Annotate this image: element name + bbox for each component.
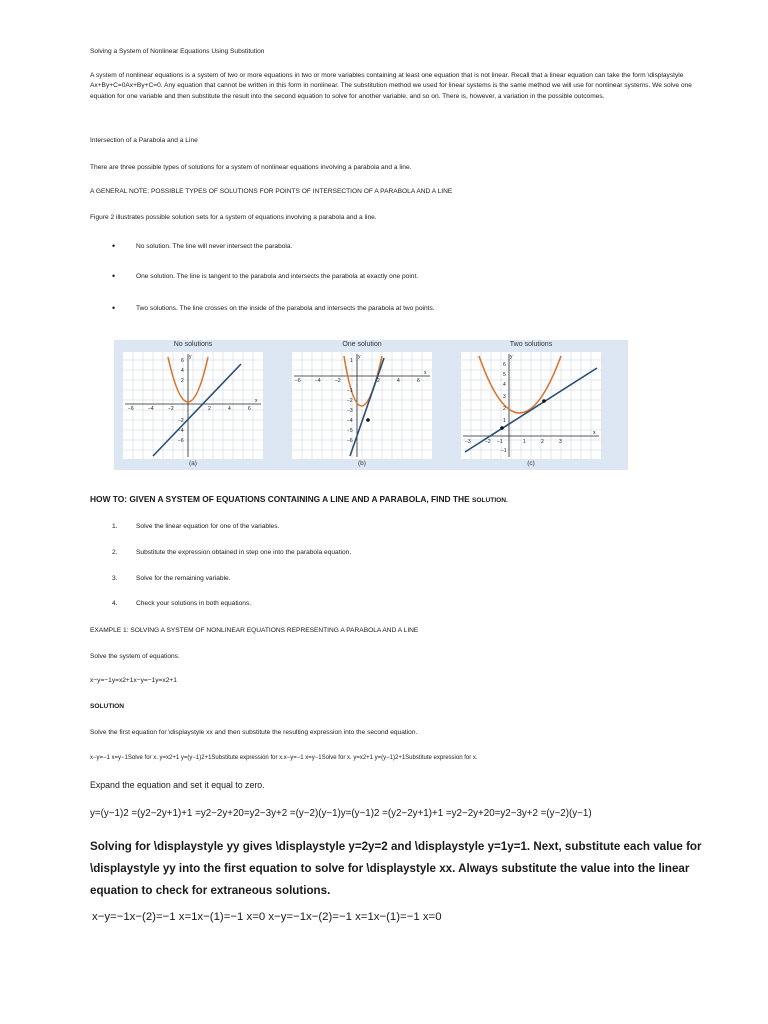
svg-text:6: 6: [181, 358, 184, 364]
svg-text:−2: −2: [335, 378, 341, 384]
panel-title: One solution: [342, 341, 382, 348]
solve-system-text: Solve the system of equations.: [90, 653, 180, 660]
expand-equation: y=(y−1)2 =(y2−2y+1)+1 =y2−2y+20=y2−3y+2 =(y−2)(y−1)y=(y−1)2 =(y2−2y+1)+1 =y2−2y+20=y2−3y+2 =(y−2)(y−1): [90, 808, 592, 819]
panel-caption: (b): [358, 460, 366, 467]
step-text: Solve the linear equation for one of the variables.: [136, 523, 280, 530]
svg-text:−6: −6: [347, 438, 353, 444]
step-number: 1.: [112, 523, 118, 530]
final-equation: x−y=−1x−(2)=−1 x=1x−(1)=−1 x=0 x−y=−1x−(2)=−1 x=1x−(1)=−1 x=0: [92, 911, 442, 923]
svg-text:−1: −1: [347, 388, 353, 394]
panel-title: No solutions: [173, 341, 213, 348]
svg-text:−4: −4: [315, 378, 321, 384]
howto-heading-main: HOW TO: GIVEN A SYSTEM OF EQUATIONS CONTAINING A LINE AND A PARABOLA, FIND THE: [90, 494, 472, 504]
intro-paragraph: A system of nonlinear equations is a system of two or more equations in two or more variables containing at least one equation that is not linear. Recall that a linear equation can take the form \displaystyle Ax+By+C=0Ax+By+C=0. Any equation that cannot be written in this form in nonlinear. The substitution method we used for linear systems is the same method we will use for nonlinear systems. We solve one equation for one variable and then substitute the result into the second equation to solve for another variable, and so on. There is, however, a variation in the possible outcomes.: [90, 72, 692, 100]
svg-text:2: 2: [208, 406, 211, 412]
svg-text:−1: −1: [497, 439, 503, 445]
graph-no-solutions: [123, 352, 263, 459]
doc-title: Solving a System of Nonlinear Equations Using Substitution: [90, 48, 265, 55]
panel-two-solutions: [456, 340, 606, 470]
substitution-equation: x−y=−1 x=y−1Solve for x. y=x2+1 y=(y−1)2+1Substitute expression for x.x−y=−1 x=y−1Solve for x. y=x2+1 y=(y−1)2+1Substitute expression for x.: [90, 755, 478, 761]
bullet-text: Two solutions. The line crosses on the inside of the parabola and intersects the parabola at two points.: [136, 305, 435, 312]
intersection-point: [366, 418, 370, 422]
step-number: 4.: [112, 600, 118, 607]
svg-text:y: y: [358, 354, 361, 360]
bullet-dot-icon: •: [112, 241, 116, 251]
system-equation: x−y=−1y=x2+1x−y=−1y=x2+1: [90, 677, 177, 684]
figure-sentence: Figure 2 illustrates possible solution sets for a system of equations involving a parabola and a line.: [90, 214, 377, 221]
svg-text:y: y: [510, 354, 513, 360]
svg-text:2: 2: [377, 378, 380, 384]
svg-text:4: 4: [397, 378, 400, 384]
intersection-point: [542, 399, 546, 403]
svg-text:6: 6: [248, 406, 251, 412]
solving-paragraph: Solving for \displaystyle yy gives \displaystyle y=2y=2 and \displaystyle y=1y=1. Next, substitute each value for \displaystyle yy into the first equation to solve for \displaystyle xx. Always substitute the value into the linear equation to check for extraneous solutions.: [90, 840, 702, 897]
svg-text:−1: −1: [501, 448, 507, 454]
example-heading: EXAMPLE 1: SOLVING A SYSTEM OF NONLINEAR EQUATIONS REPRESENTING A PARABOLA AND A LINE: [90, 627, 419, 634]
svg-text:3: 3: [559, 439, 562, 445]
svg-text:6: 6: [503, 362, 506, 368]
svg-text:x: x: [424, 370, 427, 376]
panel-title: Two solutions: [509, 341, 553, 348]
intersection-figure: [114, 340, 628, 470]
svg-text:5: 5: [503, 372, 506, 378]
svg-text:−3: −3: [347, 408, 353, 414]
types-sentence: There are three possible types of solutions for a system of nonlinear equations involving a parabola and a line.: [90, 164, 412, 171]
panel-caption: (a): [189, 460, 197, 467]
svg-text:4: 4: [181, 368, 184, 374]
bullet-text: No solution. The line will never intersect the parabola.: [136, 243, 293, 250]
solution-label: SOLUTION: [90, 703, 125, 710]
bullet-dot-icon: •: [112, 271, 116, 281]
svg-text:x: x: [593, 430, 596, 436]
svg-text:−5: −5: [347, 428, 353, 434]
svg-text:−6: −6: [178, 438, 184, 444]
panel-no-solutions: [118, 340, 268, 470]
graph-one-solution: [292, 352, 432, 459]
svg-text:3: 3: [503, 394, 506, 400]
svg-text:−2: −2: [168, 406, 174, 412]
step-text: Solve for the remaining variable.: [136, 575, 231, 582]
panel-one-solution: [287, 340, 437, 470]
svg-text:6: 6: [417, 378, 420, 384]
howto-heading: [90, 494, 508, 504]
graph-two-solutions: [461, 352, 601, 459]
svg-text:−6: −6: [295, 378, 301, 384]
svg-text:2: 2: [181, 378, 184, 384]
expand-text: Expand the equation and set it equal to zero.: [90, 780, 265, 790]
step-number: 2.: [112, 549, 118, 556]
subheading: Intersection of a Parabola and a Line: [90, 137, 198, 144]
svg-text:1: 1: [503, 418, 506, 424]
svg-text:−2: −2: [178, 418, 184, 424]
svg-text:4: 4: [503, 382, 506, 388]
svg-text:−4: −4: [347, 418, 353, 424]
general-note-heading: A GENERAL NOTE: POSSIBLE TYPES OF SOLUTIONS FOR POINTS OF INTERSECTION OF A PARABOLA AND A LINE: [90, 188, 453, 195]
step-number: 3.: [112, 575, 118, 582]
svg-text:−2: −2: [485, 439, 491, 445]
svg-text:−6: −6: [128, 406, 134, 412]
step-text: Check your solutions in both equations.: [136, 600, 252, 607]
svg-text:4: 4: [228, 406, 231, 412]
bullet-text: One solution. The line is tangent to the parabola and intersects the parabola at exactly one point.: [136, 273, 419, 280]
howto-heading-tail: SOLUTION.: [471, 497, 508, 504]
svg-text:x: x: [255, 398, 258, 404]
svg-text:2: 2: [541, 439, 544, 445]
step-text: Substitute the expression obtained in step one into the parabola equation.: [136, 549, 352, 556]
svg-text:−2: −2: [347, 398, 353, 404]
solve-first-text: Solve the first equation for \displaystyle xx and then substitute the resulting expression into the second equation.: [90, 729, 418, 736]
svg-text:1: 1: [350, 358, 353, 364]
svg-text:y: y: [189, 354, 192, 360]
bullet-dot-icon: •: [112, 303, 116, 313]
svg-text:−4: −4: [148, 406, 154, 412]
svg-text:−3: −3: [465, 439, 471, 445]
intersection-point: [500, 426, 504, 430]
svg-text:2: 2: [503, 406, 506, 412]
svg-text:−4: −4: [178, 428, 184, 434]
panel-caption: (c): [527, 460, 535, 467]
svg-text:1: 1: [523, 439, 526, 445]
